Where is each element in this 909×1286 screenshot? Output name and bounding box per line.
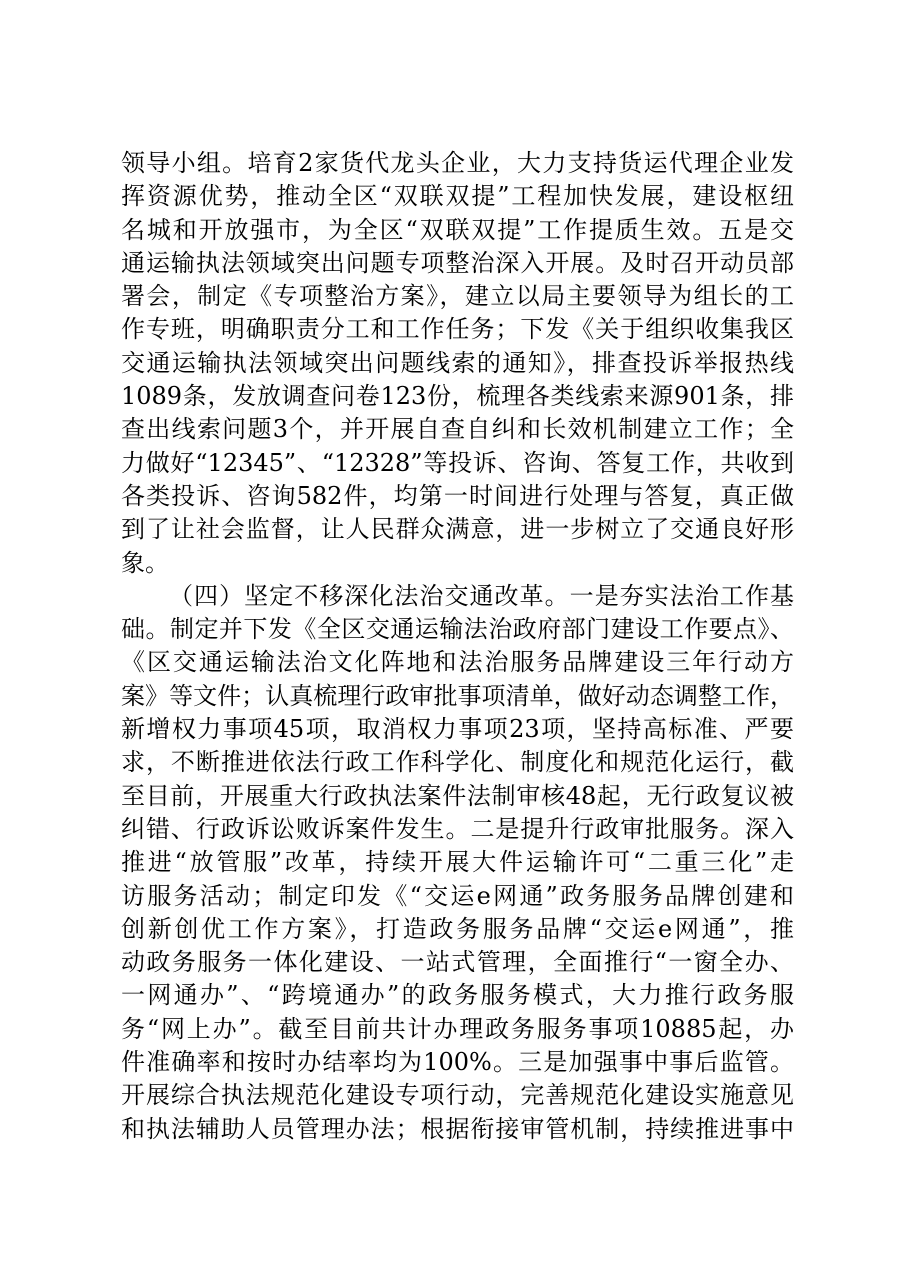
paragraph-line: 领导小组。培育2家货代龙头企业，大力支持货运代理企业发 [121, 149, 794, 177]
paragraph-line: 力做好“12345”、“12328”等投诉、咨询、答复工作，共收到 [121, 448, 794, 477]
paragraph-line: 务“网上办”。截至目前共计办理政务服务事项10885起，办 [121, 1014, 794, 1043]
paragraph-line: 创新创优工作方案》，打造政务服务品牌“交运e网通”，推 [121, 914, 794, 943]
paragraph-line: 查出线索问题3个，并开展自查自纠和长效机制建立工作；全 [121, 415, 794, 444]
paragraph-line: 到了让社会监督，让人民群众满意，进一步树立了交通良好形 [121, 515, 794, 544]
document-body [121, 147, 794, 1146]
paragraph-line: 交通运输执法领域突出问题线索的通知》，排查投诉举报热线 [121, 348, 794, 377]
paragraph-line: 作专班，明确职责分工和工作任务；下发《关于组织收集我区 [121, 315, 794, 344]
paragraph-line: 1089条，发放调查问卷123份，梳理各类线索来源901条，排 [121, 382, 794, 411]
paragraph-line: 案》等文件；认真梳理行政审批事项清单，做好动态调整工作， [121, 681, 794, 710]
paragraph-line: 名城和开放强市，为全区“双联双提”工作提质生效。五是交 [121, 215, 794, 244]
paragraph-line: 和执法辅助人员管理办法；根据衔接审管机制，持续推进事中 [121, 1114, 794, 1143]
paragraph-line: 推进“放管服”改革，持续开展大件运输许可“二重三化”走 [121, 848, 794, 877]
paragraph-line: 件准确率和按时办结率均为100%。三是加强事中事后监管。 [121, 1048, 794, 1077]
paragraph-line: 动政务服务一体化建设、一站式管理，全面推行“一窗全办、 [121, 948, 794, 977]
paragraph-line: 至目前，开展重大行政执法案件法制审核48起，无行政复议被 [121, 781, 794, 810]
paragraph-line: 署会，制定《专项整治方案》，建立以局主要领导为组长的工 [121, 282, 794, 311]
paragraph-line: 挥资源优势，推动全区“双联双提”工程加快发展，建设枢纽 [121, 182, 794, 211]
paragraph-line: 《区交通运输法治文化阵地和法治服务品牌建设三年行动方 [121, 648, 794, 677]
paragraph-line: 新增权力事项45项，取消权力事项23项，坚持高标准、严要 [121, 715, 794, 744]
paragraph-line: 一网通办”、“跨境通办”的政务服务模式，大力推行政务服 [121, 981, 794, 1010]
paragraph-line: 各类投诉、咨询582件，均第一时间进行处理与答复，真正做 [121, 481, 794, 510]
paragraph-line: 础。制定并下发《全区交通运输法治政府部门建设工作要点》、 [121, 615, 794, 644]
paragraph-line: 象。 [121, 548, 169, 577]
paragraph-line: 通运输执法领域突出问题专项整治深入开展。及时召开动员部 [121, 248, 794, 277]
paragraph-line: 求，不断推进依法行政工作科学化、制度化和规范化运行，截 [121, 748, 794, 777]
paragraph-line: 访服务活动；制定印发《“交运e网通”政务服务品牌创建和 [121, 881, 794, 910]
paragraph-line: 纠错、行政诉讼败诉案件发生。二是提升行政审批服务。深入 [121, 814, 794, 843]
section-heading-line: （四）坚定不移深化法治交通改革。一是夯实法治工作基 [169, 581, 794, 610]
paragraph-line: 开展综合执法规范化建设专项行动，完善规范化建设实施意见 [121, 1081, 794, 1110]
